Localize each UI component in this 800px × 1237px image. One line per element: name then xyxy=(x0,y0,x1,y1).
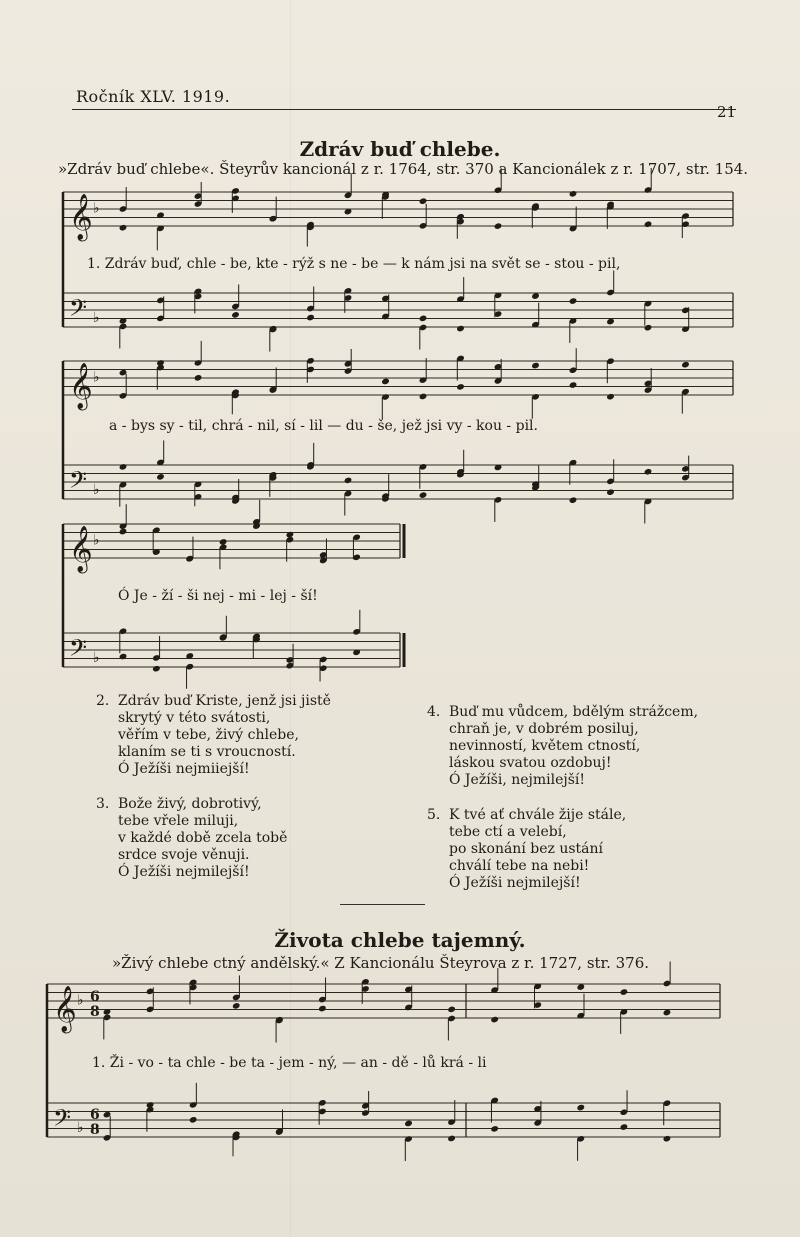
verse-line: Ó Ježíši nejmilejší! xyxy=(449,875,581,891)
note-head xyxy=(119,653,128,661)
verse-2 xyxy=(96,693,331,778)
time-signature: 8 xyxy=(90,1004,100,1020)
verse-line: v každé době zcela tobě xyxy=(118,830,288,846)
verse-number: 3. xyxy=(96,796,110,812)
note-head xyxy=(404,1120,413,1128)
flat-sign: ♭ xyxy=(77,992,84,1009)
verse-line: klaním se ti s vroucností. xyxy=(118,744,296,760)
flat-sign: ♭ xyxy=(93,481,100,498)
note-head xyxy=(119,463,128,471)
bass-clef: 𝄢 xyxy=(69,466,88,500)
note-head xyxy=(620,1123,629,1131)
verse-line: Ó Ježíši nejmiiejší! xyxy=(118,761,250,777)
verse-line: nevinností, květem ctností, xyxy=(449,738,641,754)
hymn1-title: Zdráv buď chlebe. xyxy=(299,137,501,161)
note-head xyxy=(119,224,128,232)
hymn1-source: »Zdráv buď chlebe«. Šteyrův kancionál z r. 1764, str. 370 a Kancionálek z r. 1707, str. 154. xyxy=(58,160,749,178)
treble-clef: 𝄞 xyxy=(69,194,93,240)
treble-clef: 𝄞 xyxy=(69,363,93,409)
hymn2-lyric-line-1: 1. Ži - vo - ta chle - be ta - jem - ný, — an - dě - lů krá - li xyxy=(92,1055,487,1071)
verse-4 xyxy=(427,704,699,789)
staff-systems xyxy=(47,168,733,1161)
hymn2-source: »Živý chlebe ctný andělský.« Z Kancionálu Šteyrova z r. 1727, str. 376. xyxy=(112,954,650,972)
verse-line: chraň je, v dobrém posiluj, xyxy=(449,721,639,737)
note-head xyxy=(644,220,653,228)
note-head xyxy=(152,665,161,673)
verse-number: 5. xyxy=(427,807,441,823)
treble-clef: 𝄞 xyxy=(69,526,93,572)
note-head xyxy=(663,1135,672,1143)
note-head xyxy=(681,361,690,369)
verse-line: skrytý v této svátosti, xyxy=(118,710,271,726)
verse-line: po skonání bez ustání xyxy=(449,841,603,857)
hymn2-title: Života chlebe tajemný. xyxy=(274,928,526,952)
note-head xyxy=(194,374,203,382)
note-head xyxy=(381,378,390,386)
flat-sign: ♭ xyxy=(93,532,100,549)
flat-sign: ♭ xyxy=(93,369,100,386)
verse-line: chválí tebe na nebi! xyxy=(449,858,590,874)
note-head xyxy=(531,362,540,370)
note-head xyxy=(219,538,228,546)
flat-sign: ♭ xyxy=(93,200,100,217)
note-head xyxy=(606,488,615,496)
note-head xyxy=(606,393,615,401)
note-head xyxy=(456,325,465,333)
verse-line: K tvé ať chvále žije stále, xyxy=(449,807,627,823)
note-head xyxy=(494,222,503,230)
hymn1-lyric-line-1: 1. Zdráv buď, chle - be, kte - rýž s ne - be — k nám jsi na svět se - stou - pil, xyxy=(87,256,621,272)
note-head xyxy=(419,491,428,499)
note-head xyxy=(569,496,578,504)
note-head xyxy=(576,983,585,991)
verse-line: věřím v tebe, živý chlebe, xyxy=(118,727,299,743)
note-head xyxy=(231,311,240,319)
note-head xyxy=(456,383,465,391)
time-signature: 6 xyxy=(90,1107,100,1123)
note-head xyxy=(490,1125,499,1133)
verse-line: tebe vřele miluji, xyxy=(118,813,239,829)
verse-5 xyxy=(427,807,627,892)
note-head xyxy=(447,1006,456,1014)
volume-header: Ročník XLV. 1919. xyxy=(76,87,231,106)
note-head xyxy=(490,1016,499,1024)
verse-number: 2. xyxy=(96,693,110,709)
verse-line: Ó Ježíši nejmilejší! xyxy=(118,864,250,880)
note-head xyxy=(232,1002,241,1010)
note-head xyxy=(663,1009,672,1017)
note-head xyxy=(606,318,615,326)
bass-clef: 𝄢 xyxy=(69,634,88,668)
note-head xyxy=(318,1005,327,1013)
verse-line: tebe ctí a velebí, xyxy=(449,824,567,840)
note-head xyxy=(419,393,428,401)
note-head xyxy=(569,381,578,389)
verse-line: Buď mu vůdcem, bdělým strážcem, xyxy=(449,704,699,720)
note-head xyxy=(569,297,578,305)
verse-number: 4. xyxy=(427,704,441,720)
verse-3 xyxy=(96,796,288,881)
note-head xyxy=(419,315,428,323)
hymn1-lyric-line-3: Ó Je - ží - ši nej - mi - lej - ší! xyxy=(118,588,318,604)
verse-line: Bože živý, dobrotivý, xyxy=(118,796,262,812)
note-head xyxy=(146,1101,155,1109)
note-head xyxy=(156,359,165,367)
verse-line: srdce svoje věnuji. xyxy=(118,847,250,863)
note-head xyxy=(644,468,653,476)
page-number: 21 xyxy=(717,103,737,121)
note-head xyxy=(569,190,578,198)
note-head xyxy=(447,1135,456,1143)
verse-line: Ó Ježíši, nejmilejší! xyxy=(449,772,586,788)
verse-line: Zdráv buď Kriste, jenž jsi jistě xyxy=(118,693,331,709)
bass-clef: 𝄢 xyxy=(69,294,88,328)
note-head xyxy=(189,1116,198,1124)
note-head xyxy=(620,988,629,996)
bass-clef: 𝄢 xyxy=(53,1104,72,1138)
note-head xyxy=(156,473,165,481)
note-head xyxy=(119,528,128,536)
time-signature: 8 xyxy=(90,1122,100,1138)
note-head xyxy=(286,531,295,539)
hymn1-lyric-line-2: a - bys sy - til, chrá - nil, sí - lil — du - še, jež jsi vy - kou - pil. xyxy=(109,418,538,434)
section-separator xyxy=(340,904,425,905)
note-head xyxy=(531,292,540,300)
verse-line: láskou svatou ozdobuj! xyxy=(449,755,612,771)
treble-clef: 𝄞 xyxy=(53,986,77,1032)
note-head xyxy=(344,477,353,485)
flat-sign: ♭ xyxy=(93,309,100,326)
flat-sign: ♭ xyxy=(77,1119,84,1136)
time-signature: 6 xyxy=(90,989,100,1005)
note-head xyxy=(576,1104,585,1112)
flat-sign: ♭ xyxy=(93,649,100,666)
note-head xyxy=(306,314,315,322)
